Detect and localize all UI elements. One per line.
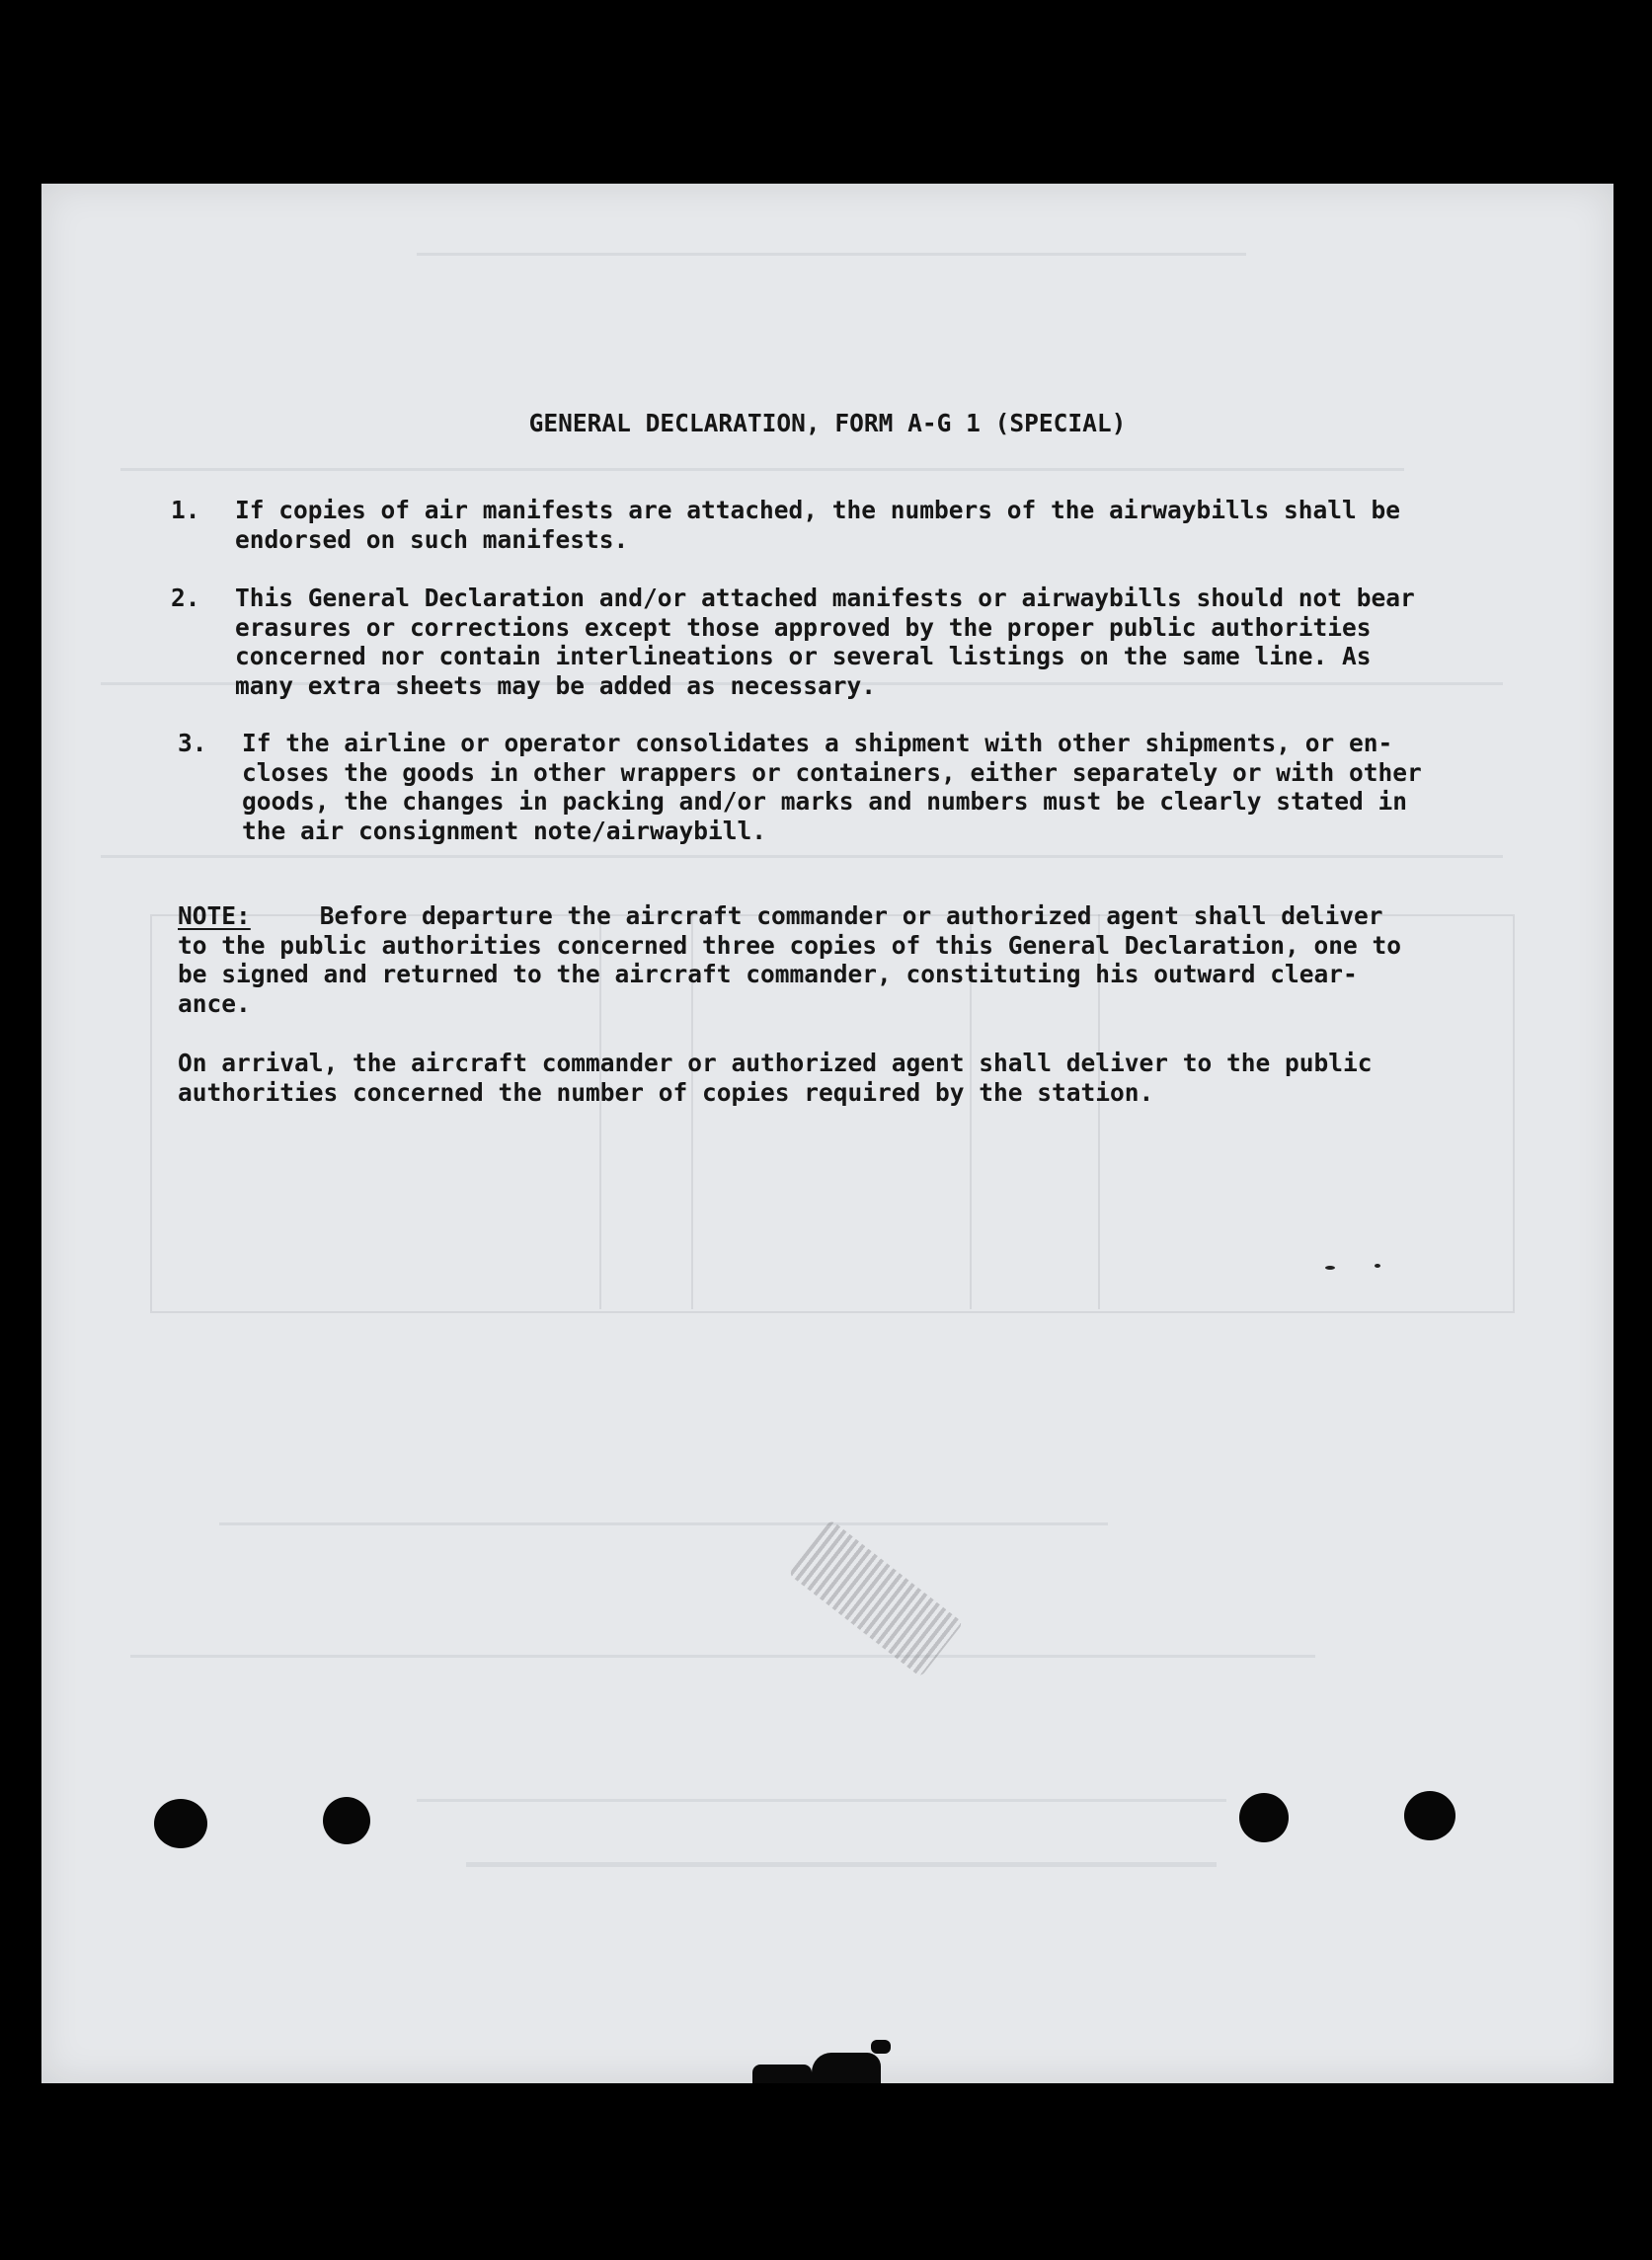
declaration-title: GENERAL DECLARATION, FORM A-G 1 (SPECIAL)	[528, 409, 1127, 437]
arrival-paragraph	[178, 1049, 1373, 1107]
bleed-through-line	[219, 1522, 1108, 1525]
note-first-line: Before departure the aircraft commander or authorized agent shall deliver	[319, 901, 1383, 930]
item-number: 2.	[171, 584, 200, 612]
arrival-text-line: authorities concerned the number of copies required by the station.	[178, 1077, 1154, 1107]
item-text-line: closes the goods in other wrappers or containers, either separately or with other	[242, 757, 1422, 787]
bleed-through-line	[101, 855, 1503, 858]
note-paragraph	[178, 901, 1401, 1018]
note-label: NOTE:	[178, 901, 251, 930]
bleed-through-line	[417, 253, 1246, 256]
item-text-line: This General Declaration and/or attached manifests or airwaybills should not bear	[235, 584, 1415, 612]
item-text-line: concerned nor contain interlineations or several listings on the same line. As	[235, 642, 1372, 670]
arrival-text-line: On arrival, the aircraft commander or authorized agent shall deliver to the public	[178, 1049, 1373, 1077]
bleed-through-line	[466, 1862, 1217, 1867]
item-text-line: If the airline or operator consolidates a shipment with other shipments, or en-	[242, 729, 1393, 757]
torn-edge-mark	[812, 2053, 881, 2083]
torn-edge-mark	[871, 2040, 891, 2054]
item-text-line: many extra sheets may be added as necessary.	[235, 670, 877, 700]
ink-speck	[1375, 1264, 1380, 1268]
item-number: 1.	[171, 496, 200, 524]
binding-hole	[323, 1797, 370, 1844]
binding-hole	[154, 1799, 207, 1848]
item-number: 3.	[178, 729, 207, 757]
torn-edge-mark	[752, 2065, 812, 2083]
binding-hole	[1404, 1791, 1455, 1840]
faded-stamp-mark	[788, 1520, 963, 1677]
document-page	[41, 184, 1613, 2083]
item-text-line: erasures or corrections except those approved by the proper public authorities	[235, 612, 1372, 642]
bleed-through-line	[130, 1655, 1315, 1658]
item-text-line: goods, the changes in packing and/or marks and numbers must be clearly stated in	[242, 787, 1408, 816]
note-text-line: be signed and returned to the aircraft commander, constituting his outward clear-	[178, 960, 1358, 988]
binding-hole	[1239, 1793, 1289, 1842]
item-text-line: endorsed on such manifests.	[235, 524, 629, 554]
note-text-line: ance.	[178, 988, 251, 1018]
item-text-line: the air consignment note/airwaybill.	[242, 816, 767, 845]
item-text-line: If copies of air manifests are attached, the numbers of the airwaybills shall be	[235, 496, 1401, 524]
ink-speck	[1325, 1266, 1335, 1270]
note-text-line: to the public authorities concerned three copies of this General Declaration, one to	[178, 930, 1402, 960]
bleed-through-line	[417, 1799, 1226, 1802]
bleed-through-line	[120, 468, 1404, 471]
